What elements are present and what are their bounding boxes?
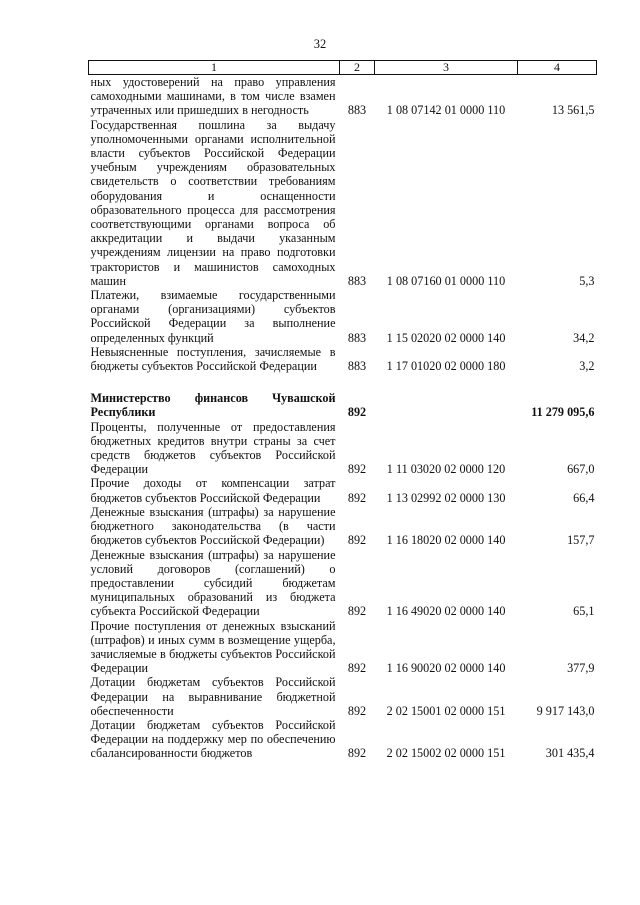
row-amount: 11 279 095,6: [531, 405, 595, 420]
row-description: Денежные взыскания (штрафы) за нарушение бюджетного законодательства (в части бюджетов субъектов Российской Федерации): [90, 504, 336, 548]
row-amount: 3,2: [579, 359, 595, 374]
column-header-4: 4: [518, 61, 597, 75]
row-revenue-code: 1 08 07160 01 0000 110: [386, 273, 506, 288]
table-row: [89, 345, 597, 373]
row-description: Государственная пошлина за выдачу уполномоченными органами исполнительной власти субъектов Российской Федерации учебным учреждениям образовательных свидетельств о соответствии требованиям оборудования и оснащенности образовательного процесса для рассмотрения соответствующими органами вопроса об аккредитации и выдачи указанным учреждениям лицензии на право подготовки трактористов и машинистов самоходных машин: [90, 117, 336, 288]
spacer-cell: [89, 373, 597, 391]
spacer-row: [89, 373, 597, 391]
row-revenue-code: 1 16 18020 02 0000 140: [386, 533, 506, 548]
table-row: [89, 505, 597, 548]
row-admin-code: 892: [347, 405, 367, 420]
row-description: Платежи, взимаемые государственными органами (организациями) субъектов Российской Федерации за выполнение определенных функций: [90, 288, 336, 345]
row-amount: 65,1: [573, 604, 595, 619]
header-row: [89, 61, 597, 75]
row-description: Министерство финансов Чувашской Республики: [90, 391, 336, 420]
row-description: Невыясненные поступления, зачисляемые в бюджеты субъектов Российской Федерации: [90, 344, 336, 374]
row-amount: 157,7: [567, 533, 595, 548]
table-header: [89, 61, 597, 75]
table-row: [89, 718, 597, 761]
row-admin-code: 892: [347, 462, 367, 477]
row-revenue-code: 2 02 15002 02 0000 151: [386, 746, 506, 761]
table-row: [89, 288, 597, 345]
row-description: Дотации бюджетам субъектов Российской Федерации на поддержку мер по обеспечению сбалансированности бюджетов: [90, 717, 336, 761]
row-admin-code: 883: [347, 359, 367, 374]
row-amount: 13 561,5: [551, 103, 595, 118]
table-row: [89, 548, 597, 619]
row-description: Прочие поступления от денежных взысканий (штрафов) и иных сумм в возмещение ущерба, зачисляемые в бюджеты субъектов Российской Федерации: [90, 618, 336, 676]
row-admin-code: 892: [347, 604, 367, 619]
row-amount: 34,2: [573, 330, 595, 345]
row-revenue-code: 1 13 02992 02 0000 130: [386, 490, 506, 505]
table-row: [89, 675, 597, 718]
row-amount: 66,4: [573, 490, 595, 505]
row-admin-code: 883: [347, 273, 367, 288]
row-revenue-code: 1 15 02020 02 0000 140: [386, 330, 506, 345]
row-admin-code: 883: [347, 330, 367, 345]
row-revenue-code: 1 11 03020 02 0000 120: [386, 462, 506, 477]
row-revenue-code: [375, 391, 518, 419]
row-admin-code: 883: [347, 103, 367, 118]
row-admin-code: 892: [347, 490, 367, 505]
row-revenue-code: 2 02 15001 02 0000 151: [386, 703, 506, 718]
table-row: [89, 619, 597, 676]
table-row: [89, 420, 597, 477]
column-header-1: 1: [89, 61, 340, 75]
table-row: [89, 75, 597, 118]
row-amount: 667,0: [567, 462, 595, 477]
row-revenue-code: 1 16 49020 02 0000 140: [386, 604, 506, 619]
row-description: Прочие доходы от компенсации затрат бюджетов субъектов Российской Федерации: [90, 476, 336, 505]
row-admin-code: 892: [347, 533, 367, 548]
row-amount: 377,9: [567, 661, 595, 676]
row-admin-code: 892: [347, 746, 367, 761]
row-revenue-code: 1 08 07142 01 0000 110: [386, 103, 506, 118]
table-row: [89, 476, 597, 504]
row-amount: 9 917 143,0: [536, 703, 595, 718]
column-header-3: 3: [375, 61, 518, 75]
row-revenue-code: 1 17 01020 02 0000 180: [386, 359, 506, 374]
row-admin-code: 892: [347, 703, 367, 718]
table-row: [89, 118, 597, 288]
row-amount: 5,3: [579, 273, 595, 288]
row-description: Денежные взыскания (штрафы) за нарушение условий договоров (соглашений) о предоставлении субсидий бюджетам муниципальных образований из бюджета субъекта Российской Федерации: [90, 547, 336, 619]
page-number: 32: [313, 37, 327, 51]
row-revenue-code: 1 16 90020 02 0000 140: [386, 661, 506, 676]
row-admin-code: 892: [347, 661, 367, 676]
row-description: ных удостоверений на право управления самоходными машинами, в том числе взамен утраченных или пришедших в негодность: [90, 75, 336, 118]
row-description: Проценты, полученные от предоставления бюджетных кредитов внутри страны за счет средств бюджетов субъектов Российской Федерации: [90, 419, 336, 477]
table-body: [89, 75, 597, 761]
revenue-table: [88, 60, 597, 761]
row-description: Дотации бюджетам субъектов Российской Федерации на выравнивание бюджетной обеспеченности: [90, 675, 336, 718]
table-row: [89, 391, 597, 419]
row-amount: 301 435,4: [545, 746, 595, 761]
column-header-2: 2: [340, 61, 375, 75]
